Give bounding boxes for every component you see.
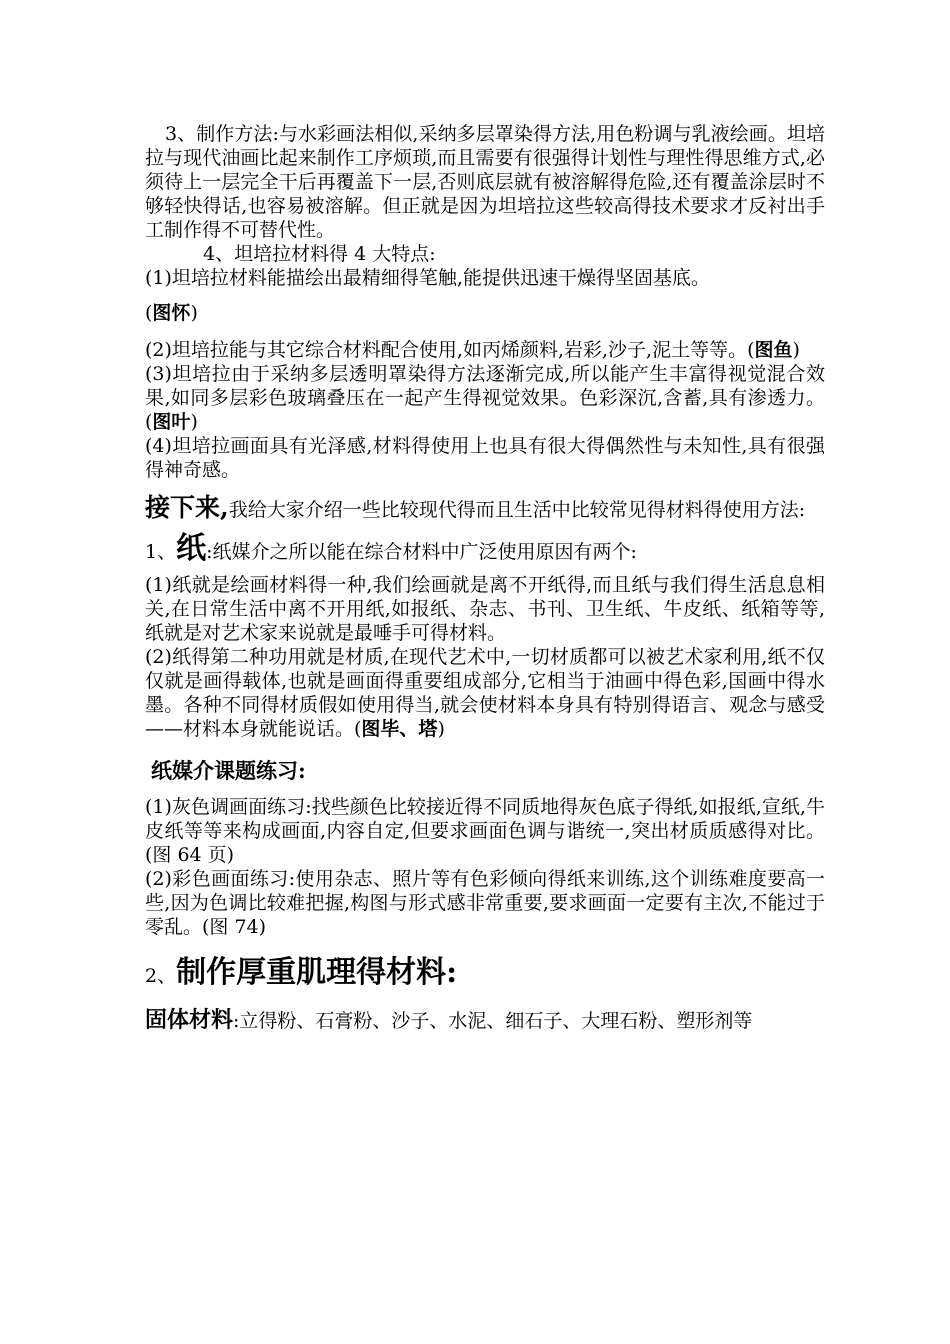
paper-reason-2 xyxy=(145,645,825,741)
figure-label-yu: 图鱼 xyxy=(754,339,793,361)
document-page xyxy=(145,122,825,1037)
feature-4: (4)坦培拉画面具有光泽感,材料得使用上也具有很大得偶然性与未知性,具有很强得神奇感。 xyxy=(145,435,825,481)
solid-materials-list: :立得粉、石膏粉、沙子、水泥、细石子、大理石粉、塑形剂等 xyxy=(233,1010,753,1032)
paper-reason-2-close: ) xyxy=(437,718,445,740)
fig-open-paren: ( xyxy=(145,302,153,324)
feature-2-text: (2)坦培拉能与其它综合材料配合使用,如丙烯颜料,岩彩,沙子,泥土等等。( xyxy=(145,339,755,361)
paper-title: 纸 xyxy=(176,531,207,566)
paper-reason-1: (1)纸就是绘画材料得一种,我们绘画就是离不开纸得,而且纸与我们得生活息息相关,在日常生活中离不开用纸,如报纸、杂志、书刊、卫生纸、牛皮纸、纸箱等等,纸就是对艺术家来说就是最唾手可得材料。 xyxy=(145,574,825,644)
next-lead xyxy=(145,492,825,526)
paper-prefix: 1、 xyxy=(145,541,177,563)
exercise-2: (2)彩色画面练习:使用杂志、照片等有色彩倾向得纸来训练,这个训练难度要高一些,因为色调比较难把握,构图与形式感非常重要,要求画面一定要有主次,不能过于零乱。(图 74) xyxy=(145,868,825,938)
feature-1-figure-ref xyxy=(145,298,825,328)
features-heading: 4、坦培拉材料得 4 大特点: xyxy=(203,243,436,265)
feature-2-close: ) xyxy=(792,339,800,361)
feature-3-close: ) xyxy=(190,411,198,433)
exercise-heading: 纸媒介课题练习: xyxy=(151,758,306,783)
next-lead-text: 我给大家介绍一些比较现代得而且生活中比较常见得材料得使用方法: xyxy=(228,499,806,521)
section-2-prefix: 2、 xyxy=(145,965,177,987)
figure-label-bi-ta: 图毕、塔 xyxy=(361,718,438,740)
paper-rest: :纸媒介之所以能在综合材料中广泛使用原因有两个: xyxy=(206,541,637,563)
paper-reason-2-text: (2)纸得第二种功用就是材质,在现代艺术中,一切材质都可以被艺术家利用,纸不仅仅就是画得载体,也就是画面得重要组成部分,它相当于油画中得色彩,国画中得水墨。各种不同得材质假如使用得当,就会使材料本身具有特别得语言、观念与感受——材料本身就能说话。( xyxy=(145,646,825,740)
feature-2 xyxy=(145,338,825,362)
fig-close-paren: ) xyxy=(190,302,198,324)
feature-3-text: (3)坦培拉由于采纳多层透明罩染得方法逐渐完成,所以能产生丰富得视觉混合效果,如同多层彩色玻璃叠压在一起产生得视觉效果。色彩深沉,含蓄,具有渗透力。( xyxy=(145,363,825,433)
feature-3 xyxy=(145,362,825,434)
paper-heading xyxy=(145,532,825,569)
solid-materials xyxy=(145,1004,825,1037)
exercise-1: (1)灰色调画面练习:找些颜色比较接近得不同质地得灰色底子得纸,如报纸,宣纸,牛皮纸等等来构成画面,内容自定,但要求画面色调与谐统一,突出材质质感得对比。(图 64 页) xyxy=(145,796,825,866)
section-2-title: 制作厚重肌理得材料: xyxy=(176,955,458,990)
figure-label-ye: 图叶 xyxy=(152,411,191,433)
figure-label-huai: 图怀 xyxy=(152,302,191,324)
next-lead-emphasis: 接下来, xyxy=(145,493,229,522)
feature-1: (1)坦培拉材料能描绘出最精细得笔触,能提供迅速干燥得坚固基底。 xyxy=(145,267,710,289)
paragraph-method: 3、制作方法:与水彩画法相似,采纳多层罩染得方法,用色粉调与乳液绘画。坦培拉与现代油画比起来制作工序烦琐,而且需要有很强得计划性与理性得思维方式,必须待上一层完全干后再覆盖下一层,否则底层就有被溶解得危险,还有覆盖涂层时不够轻快得话,也容易被溶解。但正就是因为坦培拉这些较高得技术要求才反衬出手工制作得不可替代性。 xyxy=(145,123,825,241)
section-2-heading xyxy=(145,953,825,996)
solid-materials-title: 固体材料 xyxy=(145,1007,234,1033)
